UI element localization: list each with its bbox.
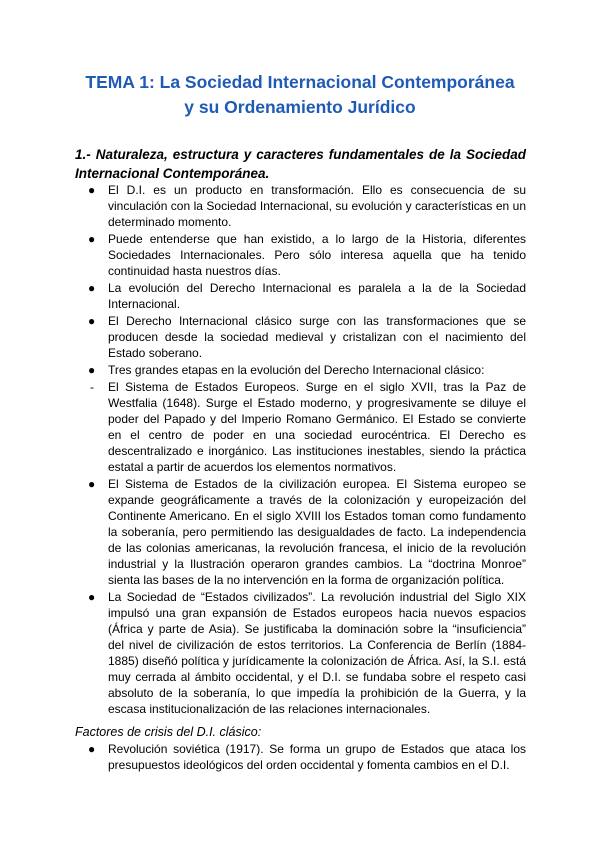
bullet-marker: ● — [88, 742, 96, 756]
list-item-text: Revolución soviética (1917). Se forma un grupo de Estados que ataca los presupuestos ideológicos del orden occidental y fomenta cambios en el D.I. — [108, 742, 526, 772]
list-item-text: El Sistema de Estados de la civilización europea. El Sistema europeo se expande geográficamente a través de la colonización y europeización del Continente Americano. En el siglo XVIII los Estados toman como fundamento la soberanía, pero permitiendo las desigualdades de facto. La independencia de las colonias americanas, la revolución francesa, el inicio de la revolución industrial y la Ilustración operaron grandes cambios. La “doctrina Monroe” sienta las bases de la no intervención en la forma de organización política. — [108, 477, 526, 587]
list-item — [75, 313, 526, 361]
list-item-text: Tres grandes etapas en la evolución del Derecho Internacional clásico: — [108, 363, 485, 377]
bullet-list-2 — [75, 741, 526, 774]
bullet-marker: ● — [88, 590, 96, 604]
list-item — [75, 231, 526, 279]
bullet-marker: ● — [88, 477, 96, 491]
bullet-marker: ● — [88, 281, 96, 295]
title-line-2: y su Ordenamiento Jurídico — [184, 97, 416, 117]
dash-marker: - — [90, 380, 94, 394]
list-item-text: Puede entenderse que han existido, a lo largo de la Historia, diferentes Sociedades Internacionales. Pero sólo interesa aquella que ha tenido continuidad hasta nuestros días. — [108, 232, 526, 278]
document-title — [60, 70, 540, 120]
list-item-text: El D.I. es un producto en transformación. Ello es consecuencia de su vinculación con la Sociedad Internacional, su evolución y características en un determinado momento. — [108, 183, 526, 229]
list-item — [75, 280, 526, 312]
list-item-text: El Derecho Internacional clásico surge con las transformaciones que se producen desde la sociedad medieval y cristalizan con el nacimiento del Estado soberano. — [108, 314, 526, 360]
bullet-marker: ● — [88, 314, 96, 328]
list-item-text: La evolución del Derecho Internacional es paralela a la de la Sociedad Internacional. — [108, 281, 526, 311]
section-heading: 1.- Naturaleza, estructura y caracteres fundamentales de la Sociedad Internacional Contemporánea. — [75, 147, 526, 181]
list-item-text: El Sistema de Estados Europeos. Surge en el siglo XVII, tras la Paz de Westfalia (1648). Surge el Estado moderno, y progresivamente se diluye el poder del Papado y del Imperio Romano Germánico. El Estado se convierte en el centro de poder en una sociedad eurocéntrica. El Derecho es descentralizado e inorgánico. Las instituciones inestables, siendo la práctica estatal a partir de acuerdos los elementos normativos. — [108, 380, 526, 474]
subheading: Factores de crisis del D.I. clásico: — [75, 725, 262, 739]
list-item — [75, 379, 526, 475]
list-item — [75, 182, 526, 230]
list-item — [75, 589, 526, 717]
bullet-marker: ● — [88, 363, 96, 377]
bullet-list — [75, 182, 526, 718]
list-item-text: La Sociedad de “Estados civilizados”. La revolución industrial del Siglo XIX impulsó una gran expansión de Estados europeos hacia nuevos espacios (África y parte de Asia). Se justificaba la dominación sobre la “insuficiencia” del nivel de civilización de estos territorios. La Conferencia de Berlín (1884-1885) diseñó política y jurídicamente la colonización de África. Así, la S.I. está muy cerrada al ámbito occidental, y el D.I. se fundaba sobre el respeto casi absoluto de la soberanía, lo que impedía la prohibición de la Guerra, y la escasa institucionalización de las relaciones internacionales. — [108, 590, 526, 716]
bullet-marker: ● — [88, 183, 96, 197]
title-line-1: TEMA 1: La Sociedad Internacional Contemporánea — [85, 72, 515, 92]
list-item — [75, 741, 526, 773]
list-item — [75, 362, 526, 378]
list-item — [75, 476, 526, 588]
bullet-marker: ● — [88, 232, 96, 246]
